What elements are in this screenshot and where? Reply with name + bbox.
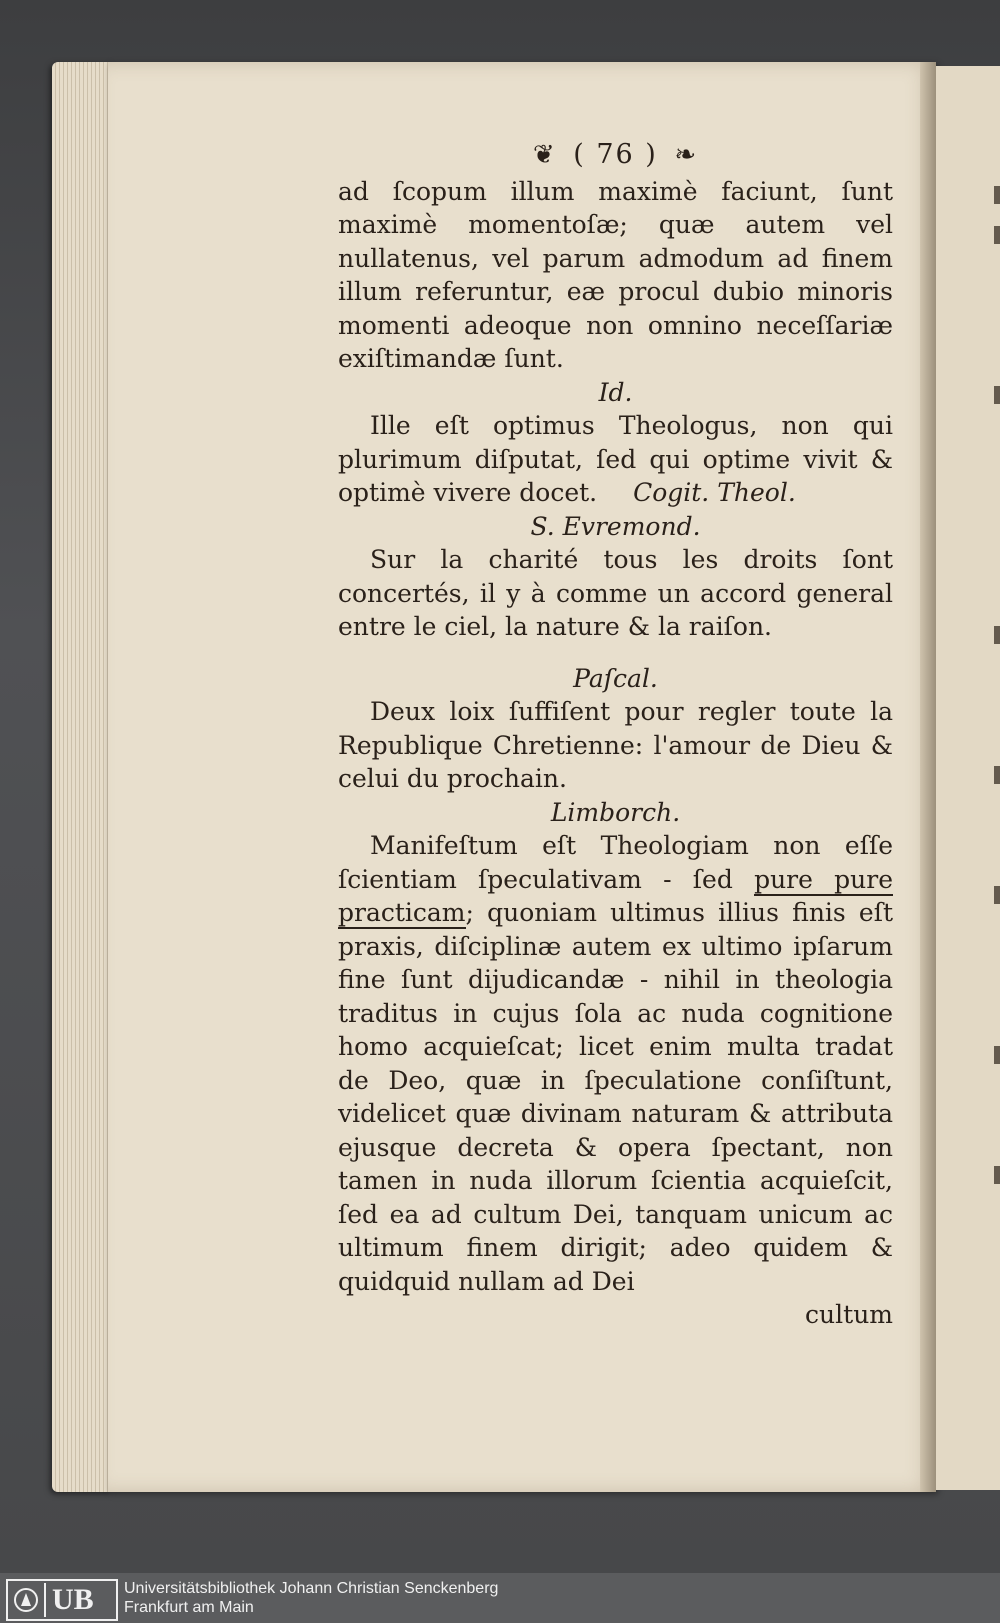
quote-section-5-part1: Manifeſtum eſt Theologiam non eſſe ſcientiam ſpeculativam - ſed [338, 831, 893, 894]
library-footer [0, 1573, 1000, 1623]
library-name-line1: Universitätsbibliothek Johann Christian Senckenberg [124, 1580, 499, 1597]
quote-section-2-text: Ille eſt optimus Theologus, non qui plurimum diſputat, ſed qui optime vivit & optimè vivere docet. [338, 411, 893, 507]
library-logo [6, 1579, 118, 1621]
attribution-evremond: S. Evremond. [530, 511, 701, 541]
library-name [124, 1579, 498, 1617]
attribution-limborch: Limborch. [550, 797, 681, 827]
logo-text: UB [52, 1583, 94, 1616]
ornament-right-icon: ❧ [674, 140, 699, 170]
attribution-id: Id. [598, 377, 633, 407]
page-number: ( 76 ) [573, 139, 658, 170]
attribution-pascal: Paſcal. [573, 663, 658, 693]
underlined-phrase: pure pure practicam [338, 864, 893, 927]
quote-section-5 [338, 829, 893, 1298]
page-edges [52, 62, 112, 1492]
page-header [338, 138, 893, 173]
quote-section-3: Sur la charité tous les droits ſont concertés, il y à comme un accord general entre le ciel, la nature & la raiſon. [338, 545, 893, 641]
quote-section-4: Deux loix ſuffiſent pour regler toute la Republique Chretienne: l'amour de Dieu & celui du prochain. [338, 697, 893, 793]
quote-section-5-part2: ; quoniam ultimus illius finis eſt praxis, diſciplinæ autem ex ultimo ipſarum fine ſunt dijudicandæ - nihil in theologia traditus in cujus ſola ac nuda cognitione homo acquieſcat; licet enim multa tradat de Deo, quæ in ſpeculatione conſiſtunt, videlicet quæ divinam naturam & attributa ejusque decreta & opera ſpectant, non tamen in nuda illorum ſcientia acquieſcit, ſed ea ad cultum Dei, tanquam unicum ac ultimum finem dirigit; adeo quidem & quidquid nullam ad Dei [338, 898, 893, 1296]
seal-icon [8, 1583, 46, 1617]
book-gutter [920, 62, 936, 1492]
library-name-line2: Frankfurt am Main [124, 1599, 254, 1616]
quote-section-2 [338, 409, 893, 510]
facing-page [936, 66, 1000, 1490]
page-text-block [338, 138, 893, 1332]
catchword: cultum [805, 1300, 893, 1329]
ornament-left-icon: ❦ [532, 140, 557, 170]
quote-section-2-citation: Cogit. Theol. [633, 478, 796, 507]
quote-section-1: ad ſcopum illum maximè faciunt, ſunt maximè momentoſæ; quæ autem vel nullatenus, vel parum admodum ad finem illum referuntur, eæ procul dubio minoris momenti adeoque non omnino neceſſariæ exiſtimandæ ſunt. [338, 176, 893, 373]
